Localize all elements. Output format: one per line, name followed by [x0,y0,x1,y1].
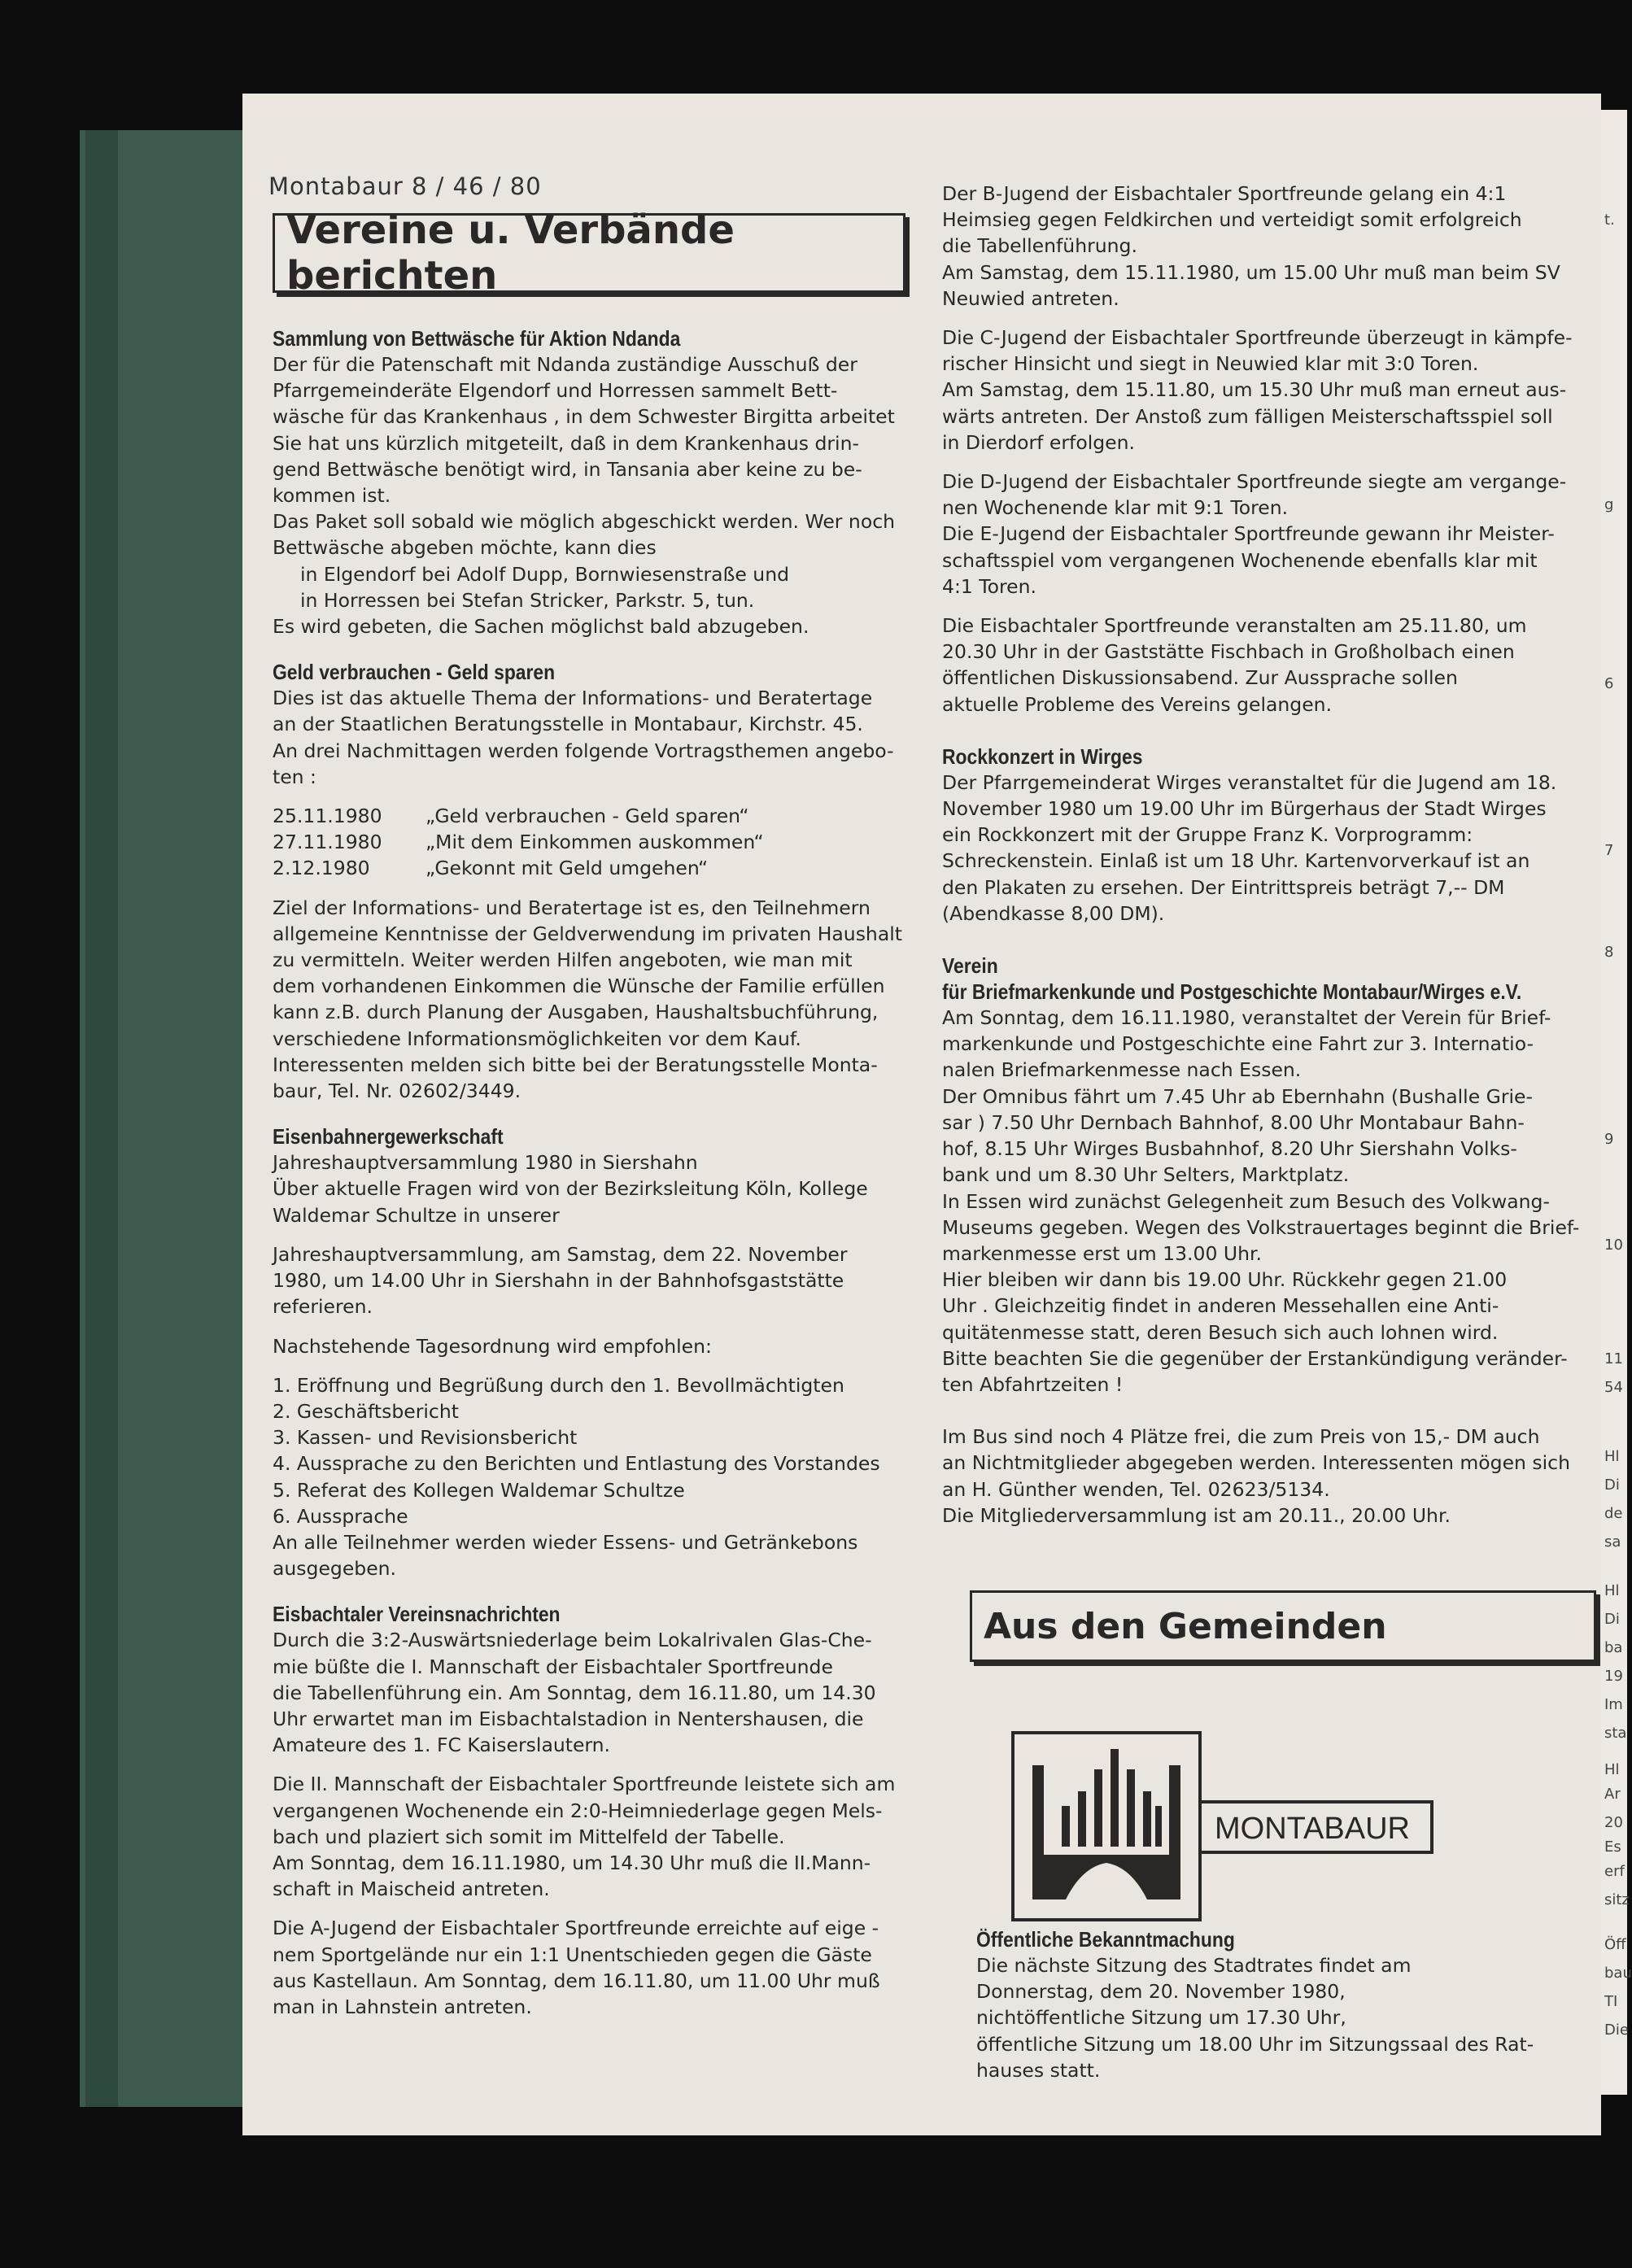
edge-text-fragment: g [1604,496,1614,513]
text-line: Der für die Patenschaft mit Ndanda zuständige Ausschuß der [273,353,857,376]
text-line: Der Pfarrgemeinderat Wirges veranstaltet für die Jugend am 18. [942,770,1557,794]
text-line: Der Omnibus fährt um 7.45 Uhr ab Ebernhahn (Bushalle Grie- [942,1084,1533,1108]
text-line: Amateure des 1. FC Kaiserslautern. [273,1734,611,1757]
text-line: Die Eisbachtaler Sportfreunde veranstalten am 25.11.80, um [942,614,1527,638]
lecture-date: 27.11.1980 [273,831,382,854]
text-line: Heimsieg gegen Feldkirchen und verteidigt somit erfolgreich [942,208,1522,232]
edge-text-fragment: Öff [1604,1936,1626,1953]
article-title: Öffentliche Bekanntmachung [976,1927,1235,1952]
edge-text-fragment: de [1604,1505,1623,1522]
edge-text-fragment: 10 [1604,1236,1623,1254]
text-line: die Tabellenführung. [942,234,1137,258]
lecture-topic: „Mit dem Einkommen auskommen“ [425,831,764,854]
text-line: Der B-Jugend der Eisbachtaler Sportfreunde gelang ein 4:1 [942,182,1507,205]
edge-text-fragment: 6 [1604,675,1614,692]
article-closing: Es wird gebeten, die Sachen möglichst bald abzugeben. [273,615,809,639]
text-line: An drei Nachmittagen werden folgende Vortragsthemen angebo- [273,739,894,762]
text-line: in Dierdorf erfolgen. [942,430,1135,454]
text-line: markenmesse erst um 13.00 Uhr. [942,1241,1262,1265]
lecture-list [273,803,923,882]
edge-text-fragment: sitz [1604,1891,1630,1908]
text-line: nalen Briefmarkenmesse nach Essen. [942,1058,1302,1082]
text-line: dem vorhandenen Einkommen die Wünsche der Familie erfüllen [273,975,885,998]
article-body [273,1149,923,1228]
article-ndanda [273,325,923,639]
lecture-date: 2.12.1980 [273,857,370,880]
adjacent-page-edge [1601,110,1632,2095]
article-body [273,895,923,1105]
logo-text: MONTABAUR [1215,1812,1410,1846]
text-line: nichtöffentliche Sitzung um 17.30 Uhr, [976,2006,1346,2030]
text-line: rischer Hinsicht und siegt in Neuwied klar mit 3:0 Toren. [942,352,1479,376]
edge-text-fragment: t. [1604,212,1615,229]
text-line: hauses statt. [976,2058,1101,2082]
edge-text-fragment: Hl [1604,1448,1620,1465]
text-line: man in Lahnstein antreten. [273,1995,532,2018]
text-line: in Elgendorf bei Adolf Dupp, Bornwiesenstraße und [300,562,790,586]
text-line: aus Kastellaun. Am Sonntag, dem 16.11.80, um 11.00 Uhr muß [273,1969,880,1992]
text-line: allgemeine Kenntnisse der Geldverwendung im privaten Haushalt [273,922,902,945]
text-line: schaftsspiel vom vergangenen Wochenende ebenfalls klar mit [942,548,1538,572]
text-line: Am Sonntag, dem 16.11.1980, veranstaltet der Verein für Brief- [942,1006,1551,1030]
article-body [273,351,923,561]
text-line: quitätenmesse statt, deren Besuch sich auch lohnen wird. [942,1320,1499,1344]
edge-text-fragment: 54 [1604,1379,1623,1396]
edge-text-fragment: Di [1604,1476,1620,1494]
agenda-intro: Nachstehende Tagesordnung wird empfohlen: [273,1334,712,1358]
lecture-item [273,803,923,829]
lecture-topic: „Geld verbrauchen - Geld sparen“ [425,805,749,828]
text-line: An alle Teilnehmer werden wieder Essens- und Getränkebons [273,1530,858,1554]
article-eisbachtal [273,1601,923,2020]
text-line: mie büßte die I. Mannschaft der Eisbachtaler Sportfreunde [273,1655,833,1678]
text-line: hof, 8.15 Uhr Wirges Busbahnhof, 8.20 Uhr Siershahn Volks- [942,1137,1517,1161]
paragraph-veranstaltung [942,613,1593,717]
edge-text-fragment: 8 [1604,944,1614,961]
article-closing [273,1529,923,1581]
article-body [976,1952,1595,2083]
text-line: zu vermitteln. Weiter werden Hilfen angeboten, wie man mit [273,949,853,972]
article-paragraph [273,1627,923,1758]
text-line: den Plakaten zu ersehen. Der Eintrittspreis beträgt 7,-- DM [942,875,1505,899]
edge-text-fragment: Im [1604,1696,1623,1713]
lecture-date: 25.11.1980 [273,805,382,828]
text-line: Neuwied antreten. [942,286,1119,310]
text-line: Bitte beachten Sie die gegenüber der Erstankündigung veränder- [942,1346,1568,1370]
text-line: Sie hat uns kürzlich mitgeteilt, daß in dem Krankenhaus drin- [273,431,859,455]
text-line: die Tabellenführung ein. Am Sonntag, dem 16.11.80, um 14.30 [273,1681,876,1704]
text-line: Museums gegeben. Wegen des Volkstrauertages beginnt die Brief- [942,1215,1580,1239]
lecture-topic: „Gekonnt mit Geld umgehen“ [425,857,709,880]
text-line: 20.30 Uhr in der Gaststätte Fischbach in Großholbach einen [942,640,1515,664]
text-line: Die A-Jugend der Eisbachtaler Sportfreunde erreichte auf eige - [273,1917,879,1940]
agenda-item: 6. Aussprache [273,1504,408,1528]
text-line: Die C-Jugend der Eisbachtaler Sportfreunde überzeugt in kämpfe- [942,326,1573,350]
edge-text-fragment: Die [1604,2022,1629,2039]
banner-gemeinden: Aus den Gemeinden [970,1590,1596,1662]
text-line: gend Bettwäsche benötigt wird, in Tansania aber keine zu be- [273,457,862,481]
article-title: Geld verbrauchen - Geld sparen [273,660,556,685]
text-line: öffentlichen Diskussionsabend. Zur Aussprache sollen [942,666,1458,690]
banner-vereine: Vereine u. Verbände berichten [273,213,905,293]
text-line: Ziel der Informations- und Beratertage ist es, den Teilnehmern [273,896,871,919]
text-line: aktuelle Probleme des Vereins gelangen. [942,692,1333,716]
edge-text-fragment: Hl [1604,1582,1620,1599]
text-line: schaft in Maischeid antreten. [273,1878,550,1901]
text-line: Die Mitgliederversammlung ist am 20.11., 20.00 Uhr. [942,1503,1451,1527]
article-title: für Briefmarkenkunde und Postgeschichte Montabaur/Wirges e.V. [942,979,1522,1005]
edge-text-fragment: 19 [1604,1668,1623,1685]
article-body [942,1005,1593,1398]
text-line: ten : [273,765,316,788]
article-geld [273,659,923,1104]
edge-text-fragment: 7 [1604,842,1614,859]
text-line: bank und um 8.30 Uhr Selters, Marktplatz. [942,1163,1350,1187]
edge-text-fragment: sta [1604,1725,1627,1742]
edge-text-fragment: 11 [1604,1350,1623,1367]
agenda-item: 5. Referat des Kollegen Waldemar Schultze [273,1478,685,1502]
text-line: nen Wochenende klar mit 9:1 Toren. [942,496,1289,520]
article-body [273,1241,923,1320]
text-line: Jahreshauptversammlung, am Samstag, dem 22. November [273,1242,848,1266]
text-line: markenkunde und Postgeschichte eine Fahrt zur 3. Internatio- [942,1032,1534,1056]
text-line: kommen ist. [273,484,391,508]
text-line: öffentliche Sitzung um 18.00 Uhr im Sitzungssaal des Rat- [976,2032,1534,2056]
text-line: an H. Günther wenden, Tel. 02623/5134. [942,1477,1330,1501]
text-line: Uhr erwartet man im Eisbachtalstadion in Nentershausen, die [273,1707,864,1730]
text-line: Die E-Jugend der Eisbachtaler Sportfreunde gewann ihr Meister- [942,522,1555,546]
text-line: Die II. Mannschaft der Eisbachtaler Sportfreunde leistete sich am [273,1773,896,1796]
text-line: nem Sportgelände nur ein 1:1 Unentschieden gegen die Gäste [273,1943,872,1966]
text-line: ten Abfahrtzeiten ! [942,1372,1124,1396]
text-line: Bettwäsche abgeben möchte, kann dies [273,536,657,560]
article-paragraph [273,1771,923,1902]
article-title: Eisbachtaler Vereinsnachrichten [273,1602,561,1627]
edge-text-fragment: Ar [1604,1786,1621,1803]
edge-text-fragment: sa [1604,1533,1621,1551]
article-body-indent [273,561,923,613]
text-line: ein Rockkonzert mit der Gruppe Franz K. Vorprogramm: [942,823,1473,847]
text-line: Waldemar Schultze in unserer [273,1203,560,1227]
text-line: baur, Tel. Nr. 02602/3449. [273,1079,521,1103]
text-line: Im Bus sind noch 4 Plätze frei, die zum Preis von 15,- DM auch [942,1425,1540,1449]
paragraph-bjugend [942,181,1593,312]
article-title: Rockkonzert in Wirges [942,744,1143,769]
article-bekanntmachung [976,1926,1595,2083]
text-line: verschiedene Informationsmöglichkeiten vor dem Kauf. [273,1027,801,1050]
text-line: In Essen wird zunächst Gelegenheit zum Besuch des Volkwang- [942,1189,1550,1213]
article-body [942,1424,1593,1529]
running-head: Montabaur 8 / 46 / 80 [268,172,542,200]
text-line: Am Sonntag, dem 16.11.1980, um 14.30 Uhr muß die II.Mann- [273,1851,871,1874]
text-line: in Horressen bei Stefan Stricker, Parkstr. 5, tun. [300,588,755,612]
text-line: vergangenen Wochenende ein 2:0-Heimniederlage gegen Mels- [273,1799,883,1822]
agenda-item: 2. Geschäftsbericht [273,1399,459,1423]
lecture-item [273,829,923,855]
article-eisenbahn [273,1123,923,1581]
edge-text-fragment: erf [1604,1863,1625,1880]
text-line: Uhr . Gleichzeitig findet in anderen Messehallen eine Anti- [942,1294,1499,1318]
edge-text-fragment: Es [1604,1838,1621,1856]
edge-text-fragment: TI [1604,1993,1618,2010]
text-line: Dies ist das aktuelle Thema der Informations- und Beratertage [273,687,873,710]
text-line: sar ) 7.50 Uhr Dernbach Bahnhof, 8.00 Uhr Montabaur Bahn- [942,1110,1525,1134]
left-column [273,325,923,2039]
text-line: an der Staatlichen Beratungsstelle in Montabaur, Kirchstr. 45. [273,713,863,736]
lecture-item [273,855,923,881]
text-line: Über aktuelle Fragen wird von der Bezirksleitung Köln, Kollege [273,1177,868,1201]
text-line: Die nächste Sitzung des Stadtrates findet am [976,1954,1412,1977]
paragraph-djugend [942,469,1593,600]
edge-text-fragment: bau [1604,1965,1632,1982]
text-line: wäsche für das Krankenhaus , in dem Schwester Birgitta arbeitet [273,405,895,429]
text-line: Durch die 3:2-Auswärtsniederlage beim Lokalrivalen Glas-Che- [273,1629,872,1652]
agenda-list [273,1372,923,1529]
text-line: wärts antreten. Der Anstoß zum fälligen Meisterschaftsspiel soll [942,404,1553,428]
text-line: kann z.B. durch Planung der Ausgaben, Haushaltsbuchführung, [273,1001,879,1024]
article-paragraph [273,1915,923,2020]
text-line: Pfarrgemeinderäte Elgendorf und Horressen sammelt Bett- [273,379,838,403]
text-line: ausgegeben. [273,1557,397,1581]
article-title: Eisenbahnergewerkschaft [273,1124,504,1149]
text-line: (Abendkasse 8,00 DM). [942,901,1165,925]
text-line: Jahreshauptversammlung 1980 in Siershahn [273,1151,698,1175]
article-body [942,770,1593,927]
edge-text-fragment: 20 [1604,1814,1623,1831]
paragraph-cjugend [942,325,1593,456]
text-line: Am Samstag, dem 15.11.80, um 15.30 Uhr muß man erneut aus- [942,378,1567,402]
text-line: 1980, um 14.00 Uhr in Siershahn in der Bahnhofsgaststätte [273,1269,844,1293]
edge-text-fragment: Di [1604,1611,1620,1628]
text-line: Die D-Jugend der Eisbachtaler Sportfreunde siegte am vergange- [942,470,1567,494]
text-line: November 1980 um 19.00 Uhr im Bürgerhaus der Stadt Wirges [942,797,1547,821]
book-spine-edge [85,130,118,2107]
text-line: 4:1 Toren. [942,574,1036,598]
text-line: Das Paket soll sobald wie möglich abgeschickt werden. Wer noch [273,510,896,534]
text-line: Donnerstag, dem 20. November 1980, [976,1980,1346,2004]
text-line: Interessenten melden sich bitte bei der Beratungsstelle Monta- [273,1053,878,1076]
text-line: Am Samstag, dem 15.11.1980, um 15.00 Uhr muß man beim SV [942,260,1560,284]
article-title: Verein [942,953,998,979]
agenda-item: 3. Kassen- und Revisionsbericht [273,1426,578,1450]
edge-text-fragment: 9 [1604,1131,1614,1148]
text-line: bach und plaziert sich somit im Mittelfeld der Tabelle. [273,1825,785,1848]
article-body [273,685,923,790]
agenda-item: 1. Eröffnung und Begrüßung durch den 1. Bevollmächtigten [273,1373,844,1397]
agenda-item: 4. Aussprache zu den Berichten und Entlastung des Vorstandes [273,1452,880,1476]
text-line: referieren. [273,1295,373,1319]
text-line: Schreckenstein. Einlaß ist um 18 Uhr. Kartenvorverkauf ist an [942,849,1530,873]
text-line: an Nichtmitglieder abgegeben werden. Interessenten mögen sich [942,1451,1570,1475]
text-line: Hier bleiben wir dann bis 19.00 Uhr. Rückkehr gegen 21.00 [942,1268,1508,1292]
montabaur-logo [1013,1733,1436,1920]
edge-text-fragment: ba [1604,1639,1623,1656]
article-title: Sammlung von Bettwäsche für Aktion Ndanda [273,326,681,351]
edge-text-fragment: Hl [1604,1761,1620,1778]
right-column [942,181,1593,1529]
